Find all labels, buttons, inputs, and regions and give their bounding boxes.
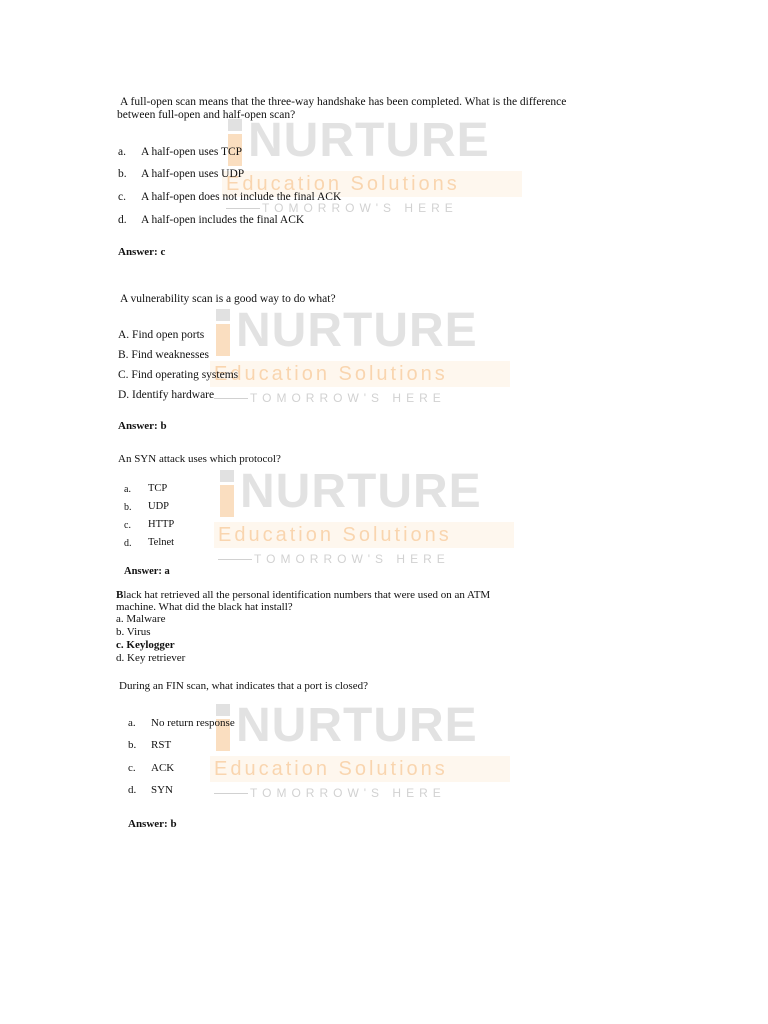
question-3-option-b-letter: b. [124,502,132,513]
question-3-option-c: HTTP [148,519,175,530]
question-1-option-d: A half-open includes the final ACK [141,214,305,226]
question-5-option-a-letter: a. [128,717,136,729]
question-5-option-c-letter: c. [128,762,136,774]
question-5-option-c: ACK [151,762,175,774]
question-2-prompt: A vulnerability scan is a good way to do what? [120,293,336,305]
question-4-option-c: c. Keylogger [116,639,175,651]
question-3-answer: Answer: a [124,566,170,577]
watermark-logo: NURTURE Education Solutions TOMORROW'S HERE [210,700,398,810]
question-5-option-b: RST [151,739,172,751]
question-4-prompt-text: lack hat retrieved all the personal identification numbers that were used on an ATM [123,589,491,601]
question-1-option-a: A half-open uses TCP [141,146,243,158]
question-1-option-c-letter: c. [118,191,126,203]
question-3-option-b: UDP [148,501,170,512]
question-3-option-a-letter: a. [124,484,131,495]
question-2-option-a: A. Find open ports [118,329,205,341]
watermark-logo: NURTURE Education Solutions TOMORROW'S HERE [214,466,299,556]
question-5-answer: Answer: b [128,818,177,830]
question-3-option-c-letter: c. [124,520,131,531]
question-5-prompt: During an FIN scan, what indicates that a port is closed? [119,680,368,692]
question-2-answer: Answer: b [118,420,167,432]
question-4-option-d: d. Key retriever [116,652,186,664]
question-3-option-d: Telnet [148,537,175,548]
question-4-option-a: a. Malware [116,613,166,625]
question-4-prompt-line-2: machine. What did the black hat install? [116,601,293,613]
question-3-prompt: An SYN attack uses which protocol? [118,453,281,465]
question-1-option-d-letter: d. [118,214,127,226]
question-1-option-b-letter: b. [118,168,127,180]
question-1-option-c: A half-open does not include the final ACK [141,191,342,203]
question-1-prompt-line-2: between full-open and half-open scan? [117,109,296,121]
question-5-option-d: SYN [151,784,174,796]
question-2-option-c: C. Find operating systems [118,369,239,381]
question-4-prompt-lead: B [116,589,124,601]
question-1-option-b: A half-open uses UDP [141,168,245,180]
question-4-option-b: b. Virus [116,626,151,638]
question-1-answer: Answer: c [118,246,166,258]
question-5-option-b-letter: b. [128,739,137,751]
question-2-option-b: B. Find weaknesses [118,349,210,361]
question-2-option-d: D. Identify hardware [118,389,215,401]
question-1-prompt-line-1: A full-open scan means that the three-way handshake has been completed. What is the difference [120,96,567,108]
watermark-logo: NURTURE Education Solutions TOMORROW'S HERE [222,115,500,225]
question-1-option-a-letter: a. [118,146,126,158]
question-5-option-d-letter: d. [128,784,137,796]
question-3-option-d-letter: d. [124,538,132,549]
question-5-option-a: No return response [151,717,235,729]
question-3-option-a: TCP [148,483,168,494]
watermark-logo: NURTURE Education Solutions TOMORROW'S HERE [210,305,352,415]
